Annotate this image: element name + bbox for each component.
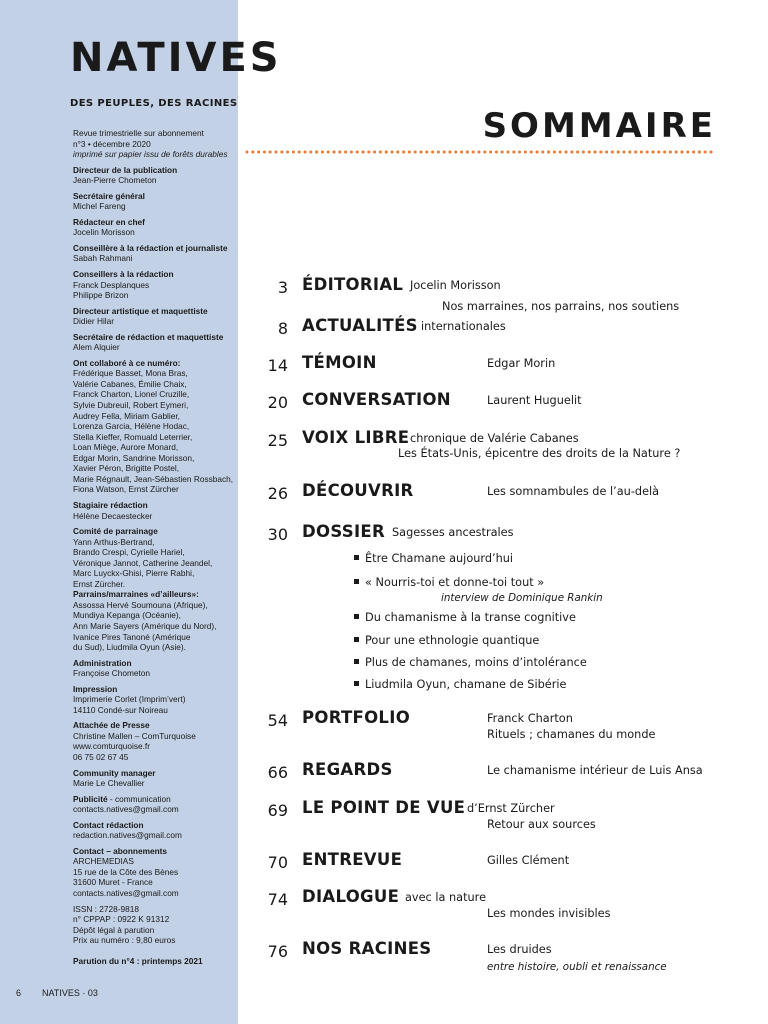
divider-dot bbox=[257, 151, 260, 154]
masthead-line: 06 75 02 67 45 bbox=[73, 751, 129, 762]
masthead-heading-text: Contact rédaction bbox=[73, 819, 144, 830]
masthead-paper-note: imprimé sur papier issu de forêts durables bbox=[73, 149, 228, 160]
divider-dot bbox=[269, 151, 272, 154]
masthead-line: Franck Charton, Lionel Cruzille, bbox=[73, 389, 190, 400]
masthead-line: Frédérique Basset, Mona Bras, bbox=[73, 368, 188, 379]
toc-rubric: ÉDITORIAL bbox=[302, 275, 404, 294]
toc-subtitle: Retour aux sources bbox=[487, 818, 596, 831]
divider-dot bbox=[431, 151, 434, 154]
masthead-heading bbox=[73, 846, 233, 857]
masthead-heading-text: Community manager bbox=[73, 767, 156, 778]
masthead-line: Stella Kieffer, Romuald Leterrier, bbox=[73, 431, 193, 442]
toc-article-title: Gilles Clément bbox=[487, 854, 570, 867]
toc-inline-text: Jocelin Morisson bbox=[410, 279, 501, 292]
toc-page-number: 69 bbox=[267, 801, 288, 820]
page-title: SOMMAIRE bbox=[482, 106, 716, 146]
masthead-intro: n°3 • décembre 2020 bbox=[73, 138, 151, 149]
divider-dot bbox=[449, 151, 452, 154]
divider-dot bbox=[489, 151, 492, 154]
toc-subtitle: Rituels ; chamanes du monde bbox=[487, 728, 656, 741]
divider-dot bbox=[512, 151, 515, 154]
masthead-line: Assossa Hervé Soumouna (Afrique), bbox=[73, 599, 208, 610]
toc-rubric: DIALOGUE bbox=[302, 887, 400, 906]
toc-inline-text: chronique de Valérie Cabanes bbox=[410, 432, 579, 445]
divider-dot bbox=[327, 151, 330, 154]
divider-dot bbox=[518, 151, 521, 154]
divider-dot bbox=[385, 151, 388, 154]
masthead-heading-text: Conseillers à la rédaction bbox=[73, 269, 174, 280]
divider-dot bbox=[402, 151, 405, 154]
magazine-issue: NATIVES · 03 bbox=[42, 988, 98, 998]
natives-logo bbox=[70, 35, 282, 109]
divider-dot bbox=[483, 151, 486, 154]
divider-dot bbox=[391, 151, 394, 154]
toc-rubric: DÉCOUVRIR bbox=[302, 481, 414, 500]
divider-dot bbox=[681, 151, 684, 154]
masthead-line: Marie Régnault, Jean-Sébastien Rossbach, bbox=[73, 473, 234, 484]
masthead-line: Prix au numéro : 9,80 euros bbox=[73, 935, 176, 946]
divider-dot bbox=[582, 151, 585, 154]
masthead-heading bbox=[73, 820, 233, 831]
toc-page-number: 66 bbox=[267, 763, 288, 782]
masthead-heading bbox=[73, 306, 233, 317]
toc-rubric: DOSSIER bbox=[302, 522, 385, 541]
masthead-heading-text: Secrétaire général bbox=[73, 190, 145, 201]
divider-dot bbox=[524, 151, 527, 154]
bullet-square bbox=[354, 555, 359, 560]
toc-page-number: 76 bbox=[267, 942, 288, 961]
divider-dot bbox=[547, 151, 550, 154]
masthead-line: Marie Le Chevallier bbox=[73, 778, 145, 789]
divider-dot bbox=[408, 151, 411, 154]
divider-dot bbox=[570, 151, 573, 154]
masthead-line: Jocelin Morisson bbox=[73, 227, 135, 238]
toc-rubric: TÉMOIN bbox=[302, 353, 377, 372]
masthead-line: Loan Miège, Aurore Monard, bbox=[73, 442, 179, 453]
divider-dot bbox=[414, 151, 417, 154]
dotted-divider bbox=[244, 148, 716, 156]
masthead-line: Ernst Zürcher. bbox=[73, 578, 126, 589]
bullet-square bbox=[354, 659, 359, 664]
divider-dot bbox=[634, 151, 637, 154]
masthead-line: Yann Arthus-Bertrand, bbox=[73, 536, 155, 547]
toc-page-number: 54 bbox=[267, 711, 288, 730]
masthead-line: Xavier Péron, Brigitte Postel, bbox=[73, 463, 180, 474]
masthead-line: 15 rue de la Côte des Bènes bbox=[73, 866, 179, 877]
masthead-heading bbox=[73, 658, 233, 669]
toc-rubric: REGARDS bbox=[302, 760, 393, 779]
toc-page-number: 20 bbox=[267, 393, 288, 412]
divider-dot bbox=[698, 151, 701, 154]
masthead-line: Marc Luyckx-Ghisi, Pierre Rabhi, bbox=[73, 568, 195, 579]
divider-dot bbox=[472, 151, 475, 154]
divider-dot bbox=[507, 151, 510, 154]
divider-dot bbox=[617, 151, 620, 154]
divider-dot bbox=[565, 151, 568, 154]
masthead-line: Véronique Jannot, Catherine Jeandel, bbox=[73, 557, 213, 568]
toc-subtitle: Nos marraines, nos parrains, nos soutiens bbox=[442, 300, 680, 313]
divider-dot bbox=[623, 151, 626, 154]
toc-article-title: Les somnambules de l’au-delà bbox=[487, 485, 660, 498]
divider-dot bbox=[652, 151, 655, 154]
divider-dot bbox=[443, 151, 446, 154]
divider-dot bbox=[640, 151, 643, 154]
divider-dot bbox=[599, 151, 602, 154]
divider-dot bbox=[501, 151, 504, 154]
masthead-heading bbox=[73, 191, 233, 202]
toc-rubric: NOS RACINES bbox=[302, 939, 432, 958]
masthead-line: 31600 Muret - France bbox=[73, 877, 153, 888]
dossier-item bbox=[354, 656, 587, 669]
masthead-line: Sabah Rahmani bbox=[73, 253, 133, 264]
masthead-heading bbox=[73, 358, 233, 369]
divider-dot bbox=[536, 151, 539, 154]
masthead-heading bbox=[73, 768, 233, 779]
divider-dot bbox=[576, 151, 579, 154]
masthead-heading-text: Conseillère à la rédaction et journaliste bbox=[73, 242, 228, 253]
masthead-line: Mundiya Kepanga (Océanie), bbox=[73, 610, 181, 621]
masthead-credits bbox=[73, 128, 233, 966]
masthead-line: Fiona Watson, Ernst Zürcher bbox=[73, 484, 179, 495]
masthead-line: redaction.natives@gmail.com bbox=[73, 830, 182, 841]
dossier-item bbox=[354, 678, 566, 691]
masthead-line: Edgar Morin, Sandrine Morisson, bbox=[73, 452, 195, 463]
divider-dot bbox=[373, 151, 376, 154]
toc-rubric: VOIX LIBRE bbox=[302, 428, 410, 447]
toc-subtitle-italic: entre histoire, oubli et renaissance bbox=[487, 961, 667, 973]
divider-dot bbox=[280, 151, 283, 154]
divider-dot bbox=[321, 151, 324, 154]
masthead-line: Valérie Cabanes, Émilie Chaix, bbox=[73, 378, 187, 389]
divider-dot bbox=[420, 151, 423, 154]
masthead-heading-text: Directeur artistique et maquettiste bbox=[73, 305, 208, 316]
masthead-line: Imprimerie Corlet (Imprim’vert) bbox=[73, 694, 186, 705]
divider-dot bbox=[292, 151, 295, 154]
masthead-heading-text: Administration bbox=[73, 657, 132, 668]
divider-dot bbox=[605, 151, 608, 154]
masthead-heading bbox=[73, 269, 233, 280]
toc-rubric: PORTFOLIO bbox=[302, 708, 411, 727]
masthead-line: Alem Alquier bbox=[73, 342, 120, 353]
toc-inline-text: avec la nature bbox=[405, 891, 487, 904]
toc-page-number: 74 bbox=[267, 890, 288, 909]
masthead-heading bbox=[73, 794, 233, 805]
masthead-line: Audrey Fella, Miriam Gablier, bbox=[73, 410, 180, 421]
dossier-interview-note: interview de Dominique Rankin bbox=[441, 592, 603, 604]
dossier-item-label: Plus de chamanes, moins d’intolérance bbox=[365, 656, 587, 669]
divider-dot bbox=[646, 151, 649, 154]
divider-dot bbox=[344, 151, 347, 154]
dossier-item-label: Pour une ethnologie quantique bbox=[365, 634, 540, 647]
divider-dot bbox=[396, 151, 399, 154]
masthead-heading-text: Secrétaire de rédaction et maquettiste bbox=[73, 331, 224, 342]
toc-page-number: 3 bbox=[277, 278, 288, 297]
masthead-heading-text: Stagiaire rédaction bbox=[73, 499, 148, 510]
toc-article-title: Le chamanisme intérieur de Luis Ansa bbox=[487, 764, 703, 777]
masthead-line: Ivanice Pires Tanoné (Amérique bbox=[73, 631, 191, 642]
divider-dot bbox=[553, 151, 556, 154]
masthead-heading-text: Attachée de Presse bbox=[73, 720, 150, 731]
divider-dot bbox=[460, 151, 463, 154]
next-issue: Parution du n°4 : printemps 2021 bbox=[73, 955, 203, 966]
masthead-line: Lorenza Garcia, Hélène Hodac, bbox=[73, 421, 190, 432]
masthead-line: Ann Marie Sayers (Amérique du Nord), bbox=[73, 620, 217, 631]
dossier-item-label: Liudmila Oyun, chamane de Sibérie bbox=[365, 678, 567, 691]
bullet-square bbox=[354, 579, 359, 584]
divider-dot bbox=[246, 151, 249, 154]
masthead-heading-text: Parrains/marraines «d’ailleurs»: bbox=[73, 589, 199, 600]
masthead-line: www.comturquoise.fr bbox=[73, 741, 151, 752]
divider-dot bbox=[657, 151, 660, 154]
divider-dot bbox=[298, 151, 301, 154]
divider-dot bbox=[263, 151, 266, 154]
page-number: 6 bbox=[16, 988, 22, 998]
masthead-line: Philippe Brizon bbox=[73, 290, 129, 301]
divider-dot bbox=[686, 151, 689, 154]
divider-dot bbox=[338, 151, 341, 154]
toc-page-number: 14 bbox=[267, 356, 288, 375]
masthead-line: Michel Fareng bbox=[73, 201, 126, 212]
dossier-item-label: Être Chamane aujourd’hui bbox=[365, 552, 514, 565]
divider-dot bbox=[304, 151, 307, 154]
divider-dot bbox=[675, 151, 678, 154]
divider-dot bbox=[710, 151, 713, 154]
bullet-square bbox=[354, 681, 359, 686]
dossier-item-label: Du chamanisme à la transe cognitive bbox=[365, 611, 576, 624]
dossier-item bbox=[354, 576, 544, 589]
masthead-line: Franck Desplanques bbox=[73, 279, 150, 290]
masthead-heading-text: Contact – abonnements bbox=[73, 845, 168, 856]
dossier-item bbox=[354, 634, 539, 647]
divider-dot bbox=[356, 151, 359, 154]
divider-dot bbox=[704, 151, 707, 154]
divider-dot bbox=[251, 151, 254, 154]
masthead-heading bbox=[73, 332, 233, 343]
masthead-line: Françoise Chometon bbox=[73, 668, 151, 679]
masthead-heading-text: Rédacteur en chef bbox=[73, 216, 145, 227]
divider-dot bbox=[379, 151, 382, 154]
toc-article-title: Edgar Morin bbox=[487, 357, 556, 370]
divider-dot bbox=[669, 151, 672, 154]
masthead-line: Jean-Pierre Chometon bbox=[73, 175, 157, 186]
toc-inline-text: d’Ernst Zürcher bbox=[467, 802, 555, 815]
masthead-heading bbox=[73, 684, 233, 695]
divider-dot bbox=[362, 151, 365, 154]
masthead-heading-text: Directeur de la publication bbox=[73, 164, 178, 175]
bullet-square bbox=[354, 614, 359, 619]
divider-dot bbox=[275, 151, 278, 154]
divider-dot bbox=[478, 151, 481, 154]
divider-dot bbox=[333, 151, 336, 154]
masthead-heading-suffix: - communication bbox=[107, 793, 171, 804]
divider-dot bbox=[466, 151, 469, 154]
toc-rubric: ACTUALITÉS bbox=[302, 316, 418, 335]
toc-rubric: CONVERSATION bbox=[302, 390, 451, 409]
divider-dot bbox=[594, 151, 597, 154]
toc-article-title: Franck Charton bbox=[487, 712, 573, 725]
masthead-heading bbox=[73, 500, 233, 511]
toc-rubric: LE POINT DE VUE bbox=[302, 798, 466, 817]
masthead-line: n° CPPAP : 0922 K 91312 bbox=[73, 914, 170, 925]
masthead-heading bbox=[73, 720, 233, 731]
divider-dot bbox=[437, 151, 440, 154]
masthead-line: du Sud), Liudmila Oyun (Asie). bbox=[73, 642, 186, 653]
masthead-line: Sylvie Dubreuil, Robert Eymeri, bbox=[73, 400, 189, 411]
divider-dot bbox=[530, 151, 533, 154]
masthead-heading-text: Impression bbox=[73, 683, 118, 694]
toc-inline-text: internationales bbox=[421, 320, 506, 333]
masthead-line: Dépôt légal à parution bbox=[73, 924, 155, 935]
divider-dot bbox=[611, 151, 614, 154]
divider-dot bbox=[495, 151, 498, 154]
divider-dot bbox=[663, 151, 666, 154]
toc-subtitle: Les mondes invisibles bbox=[487, 907, 611, 920]
toc-page-number: 70 bbox=[267, 853, 288, 872]
divider-dot bbox=[425, 151, 428, 154]
toc-page-number: 8 bbox=[277, 319, 288, 338]
toc-subtitle: Les États-Unis, épicentre des droits de la Nature ? bbox=[398, 447, 681, 460]
divider-dot bbox=[350, 151, 353, 154]
masthead-heading bbox=[73, 165, 233, 176]
dossier-item bbox=[354, 611, 576, 624]
divider-dot bbox=[315, 151, 318, 154]
logo-tagline: DES PEUPLES, DES RACINES bbox=[70, 98, 238, 109]
masthead-heading bbox=[73, 526, 233, 537]
masthead-line: ARCHEMEDIAS bbox=[73, 856, 134, 867]
dossier-item bbox=[354, 552, 513, 565]
divider-dot bbox=[541, 151, 544, 154]
divider-dot bbox=[628, 151, 631, 154]
masthead-line: ISSN : 2728-9818 bbox=[73, 903, 139, 914]
masthead-heading-text: Ont collaboré à ce numéro: bbox=[73, 357, 181, 368]
toc-page-number: 30 bbox=[267, 525, 288, 544]
masthead-line: Didier Hilar bbox=[73, 316, 115, 327]
masthead-line: contacts.natives@gmail.com bbox=[73, 804, 179, 815]
logo-wordmark: NATIVES bbox=[70, 35, 282, 81]
divider-dot bbox=[367, 151, 370, 154]
dossier-item-label: « Nourris-toi et donne-toi tout » bbox=[365, 576, 545, 589]
divider-dot bbox=[309, 151, 312, 154]
masthead-line: Christine Mallen – ComTurquoise bbox=[73, 730, 196, 741]
divider-dot bbox=[286, 151, 289, 154]
masthead-heading bbox=[73, 217, 233, 228]
divider-dot bbox=[559, 151, 562, 154]
toc-inline-text: Sagesses ancestrales bbox=[392, 526, 514, 539]
toc-article-title: Laurent Huguelit bbox=[487, 394, 582, 407]
masthead-line: Hélène Decaestecker bbox=[73, 510, 153, 521]
toc-article-title: Les druides bbox=[487, 943, 552, 956]
masthead-heading-text: Comité de parrainage bbox=[73, 526, 158, 537]
masthead-line: contacts.natives@gmail.com bbox=[73, 888, 179, 898]
divider-dot bbox=[588, 151, 591, 154]
toc-rubric: ENTREVUE bbox=[302, 850, 403, 869]
divider-dot bbox=[454, 151, 457, 154]
page-footer bbox=[16, 988, 98, 998]
bullet-square bbox=[354, 637, 359, 642]
divider-dot bbox=[692, 151, 695, 154]
toc-page-number: 25 bbox=[267, 431, 288, 450]
masthead-heading bbox=[73, 589, 233, 600]
masthead-line: Brando Crespi, Cyrielle Hariel, bbox=[73, 547, 185, 558]
masthead-intro: Revue trimestrielle sur abonnement bbox=[73, 128, 204, 138]
masthead-heading bbox=[73, 243, 233, 254]
masthead-line: 14110 Condé-sur Noireau bbox=[73, 704, 168, 715]
masthead-heading-text: Publicité bbox=[73, 793, 108, 804]
toc-page-number: 26 bbox=[267, 484, 288, 503]
